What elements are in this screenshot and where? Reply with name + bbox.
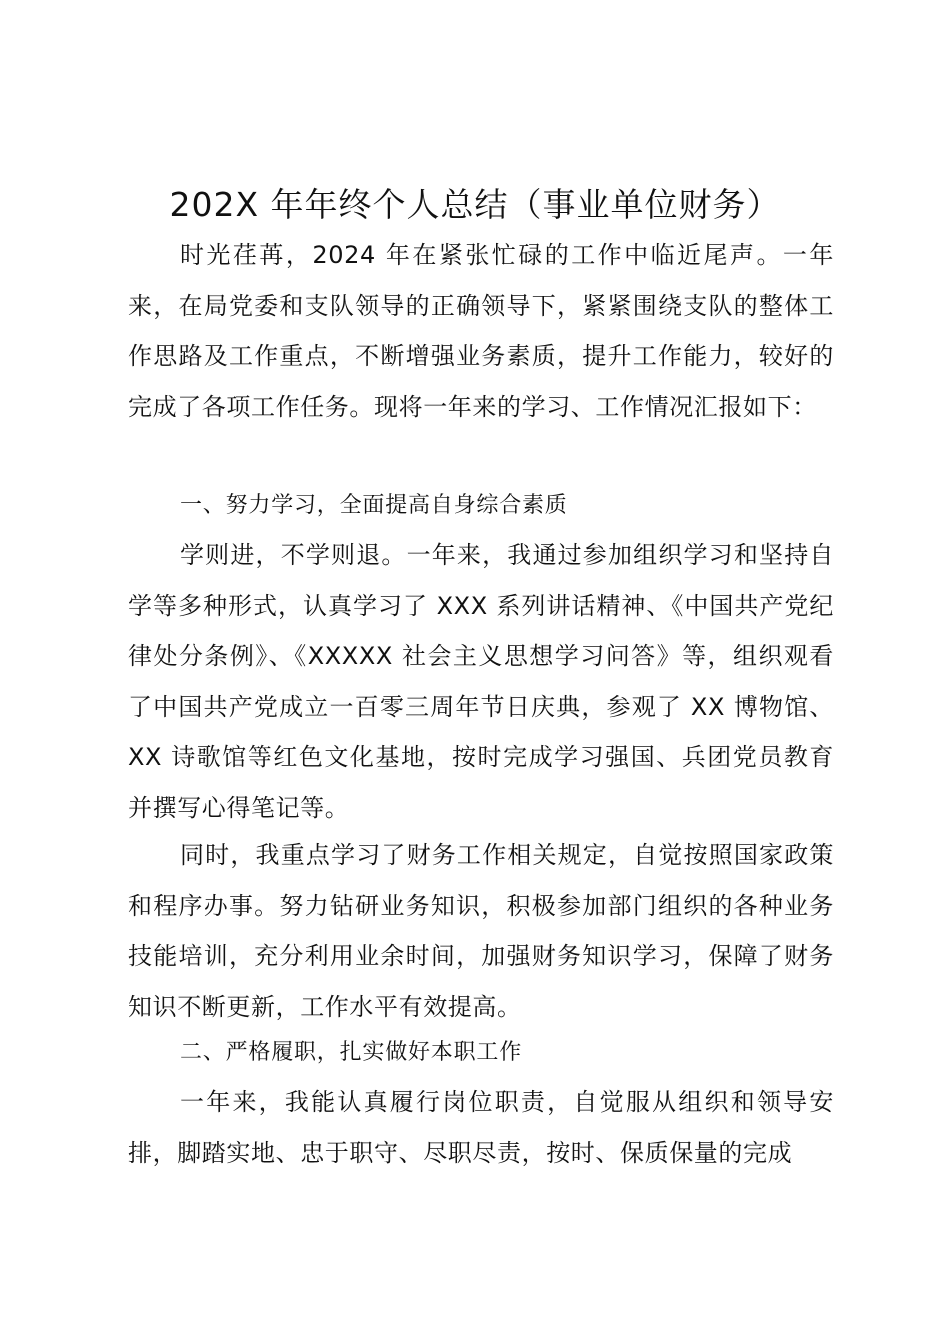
document-title: 202X 年年终个人总结（事业单位财务） <box>169 185 781 224</box>
duties-paragraph: 一年来，我能认真履行岗位职责，自觉服从组织和领导安排，脚踏实地、忠于职守、尽职尽责，按时、保质保量的完成 <box>128 1088 834 1167</box>
section-heading-2: 二、严格履职，扎实做好本职工作 <box>180 1040 523 1065</box>
study-paragraph: 学则进，不学则退。一年来，我通过参加组织学习和坚持自学等多种形式，认真学习了 XXX 系列讲话精神、《中国共产党纪律处分条例》、《XXXXX 社会主义思想学习问答》等，组织观看了中国共产党成立一百零三周年节日庆典，参观了 XX 博物馆、XX 诗歌馆等红色文化基地，按时完成学习强国、兵团党员教育并撰写心得笔记等。 <box>128 541 834 822</box>
section-heading-1: 一、努力学习，全面提高自身综合素质 <box>180 493 568 518</box>
intro-paragraph: 时光荏苒，2024 年在紧张忙碌的工作中临近尾声。一年来，在局党委和支队领导的正确领导下，紧紧围绕支队的整体工作思路及工作重点，不断增强业务素质，提升工作能力，较好的完成了各项工作任务。现将一年来的学习、工作情况汇报如下： <box>128 241 834 421</box>
finance-study-paragraph: 同时，我重点学习了财务工作相关规定，自觉按照国家政策和程序办事。努力钻研业务知识，积极参加部门组织的各种业务技能培训，充分利用业余时间，加强财务知识学习，保障了财务知识不断更新，工作水平有效提高。 <box>128 841 834 1021</box>
